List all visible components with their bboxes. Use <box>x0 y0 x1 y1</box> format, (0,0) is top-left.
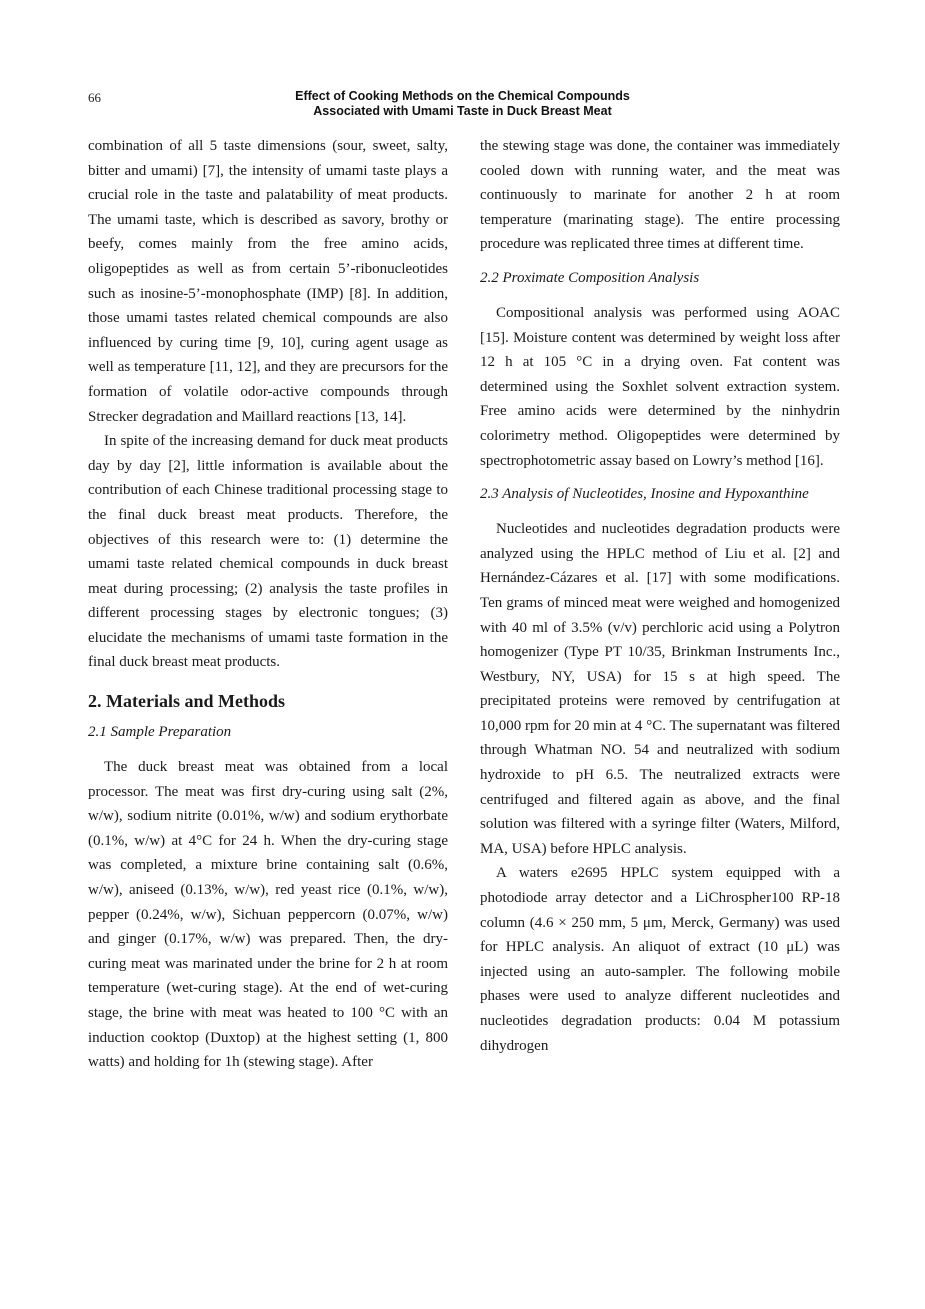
left-column <box>88 134 448 1075</box>
nucleotides-analysis-paragraph: Nucleotides and nucleotides degradation products were analyzed using the HPLC method of Liu et al. [2] and Hernández-Cázares et al. [17] with some modifications. Ten grams of minced meat were weighed and homogenized with 40 ml of 3.5% (v/v) perchloric acid using a Polytron homogenizer (Type PT 10/35, Brinkman Instruments Inc., Westbury, NY, USA) for 15 s at high speed. The precipitated proteins were removed by centrifugation at 10,000 rpm for 20 min at 4 °C. The supernatant was filtered through Whatman NO. 54 and neutralized with sodium hydroxide to pH 6.5. The neutralized extracts were centrifuged and filtered again as above, and the final solution was filtered with a syringe filter (Waters, Milford, MA, USA) before HPLC analysis. <box>480 521 840 857</box>
subsection-heading-proximate-composition: 2.2 Proximate Composition Analysis <box>480 269 700 286</box>
sample-preparation-continuation-paragraph: the stewing stage was done, the container was immediately cooled down with running water, and the meat was continuously to marinate for another 2 h at room temperature (marinating stage). The entire processing procedure was replicated three times at different time. <box>480 138 840 253</box>
running-head <box>0 89 925 119</box>
sample-preparation-paragraph: The duck breast meat was obtained from a local processor. The meat was first dry-curing using salt (2%, w/w), sodium nitrite (0.01%, w/w) and sodium erythorbate (0.1%, w/w) at 4°C for 24 h. When the dry-curing stage was completed, a mixture brine containing salt (0.6%, w/w), aniseed (0.13%, w/w), red yeast rice (0.1%, w/w), pepper (0.24%, w/w), Sichuan peppercorn (0.07%, w/w) and ginger (0.17%, w/w) was prepared. Then, the dry-curing meat was marinated under the brine for 2 h at room temperature (wet-curing stage). At the end of wet-curing stage, the brine with meat was heated to 100 °C with an induction cooktop (Duxtop) at the highest setting (1, 800 watts) and holding for 1h (stewing stage). After <box>88 759 448 1071</box>
intro-objectives-paragraph: In spite of the increasing demand for duck meat products day by day [2], little information is available about the contribution of each Chinese traditional processing stage to the final duck breast meat products. Therefore, the objectives of this research were to: (1) determine the umami taste related chemical compounds in duck breast meat during processing; (2) analysis the taste profiles in different processing stages by electronic tongues; (3) elucidate the mechanisms of umami taste formation in the final duck breast meat products. <box>88 433 448 671</box>
subsection-heading-sample-preparation: 2.1 Sample Preparation <box>88 724 232 741</box>
page-number: 66 <box>88 90 101 105</box>
proximate-composition-paragraph: Compositional analysis was performed using AOAC [15]. Moisture content was determined by weight loss after 12 h at 105 °C in a drying oven. Fat content was determined using the Soxhlet solvent extraction system. Free amino acids were determined by the ninhydrin colorimetry method. Oligopeptides were determined by spectrophotometric assay based on Lowry’s method [16]. <box>480 304 840 469</box>
hplc-system-paragraph: A waters e2695 HPLC system equipped with a photodiode array detector and a LiChrospher100 RP-18 column (4.6 × 250 mm, 5 μm, Merck, Germany) was used for HPLC analysis. An aliquot of extract (10 μL) was injected using an auto-sampler. The following mobile phases were used to analyze different nucleotides and nucleotides degradation products: 0.04 M potassium dihydrogen <box>480 865 840 1054</box>
right-column <box>480 134 840 1058</box>
subsection-heading-nucleotides-analysis: 2.3 Analysis of Nucleotides, Inosine and Hypoxanthine <box>480 486 809 503</box>
running-title-line-2: Associated with Umami Taste in Duck Breast Meat <box>313 104 612 118</box>
section-heading-materials-methods: 2. Materials and Methods <box>88 691 285 712</box>
running-title-line-1: Effect of Cooking Methods on the Chemical Compounds <box>295 89 630 103</box>
intro-continuation-paragraph: combination of all 5 taste dimensions (sour, sweet, salty, bitter and umami) [7], the intensity of umami taste plays a crucial role in the taste and palatability of meat products. The umami taste, which is described as savory, brothy or beefy, comes mainly from the free amino acids, oligopeptides as well as from certain 5’-ribonucleotides such as inosine-5’-monophosphate (IMP) [8]. In addition, those umami tastes related chemical compounds are also influenced by curing time [9, 10], curing agent usage as well as temperature [11, 12], and they are precursors for the formation of volatile odor-active compounds through Strecker degradation and Maillard reactions [13, 14]. <box>88 138 448 425</box>
